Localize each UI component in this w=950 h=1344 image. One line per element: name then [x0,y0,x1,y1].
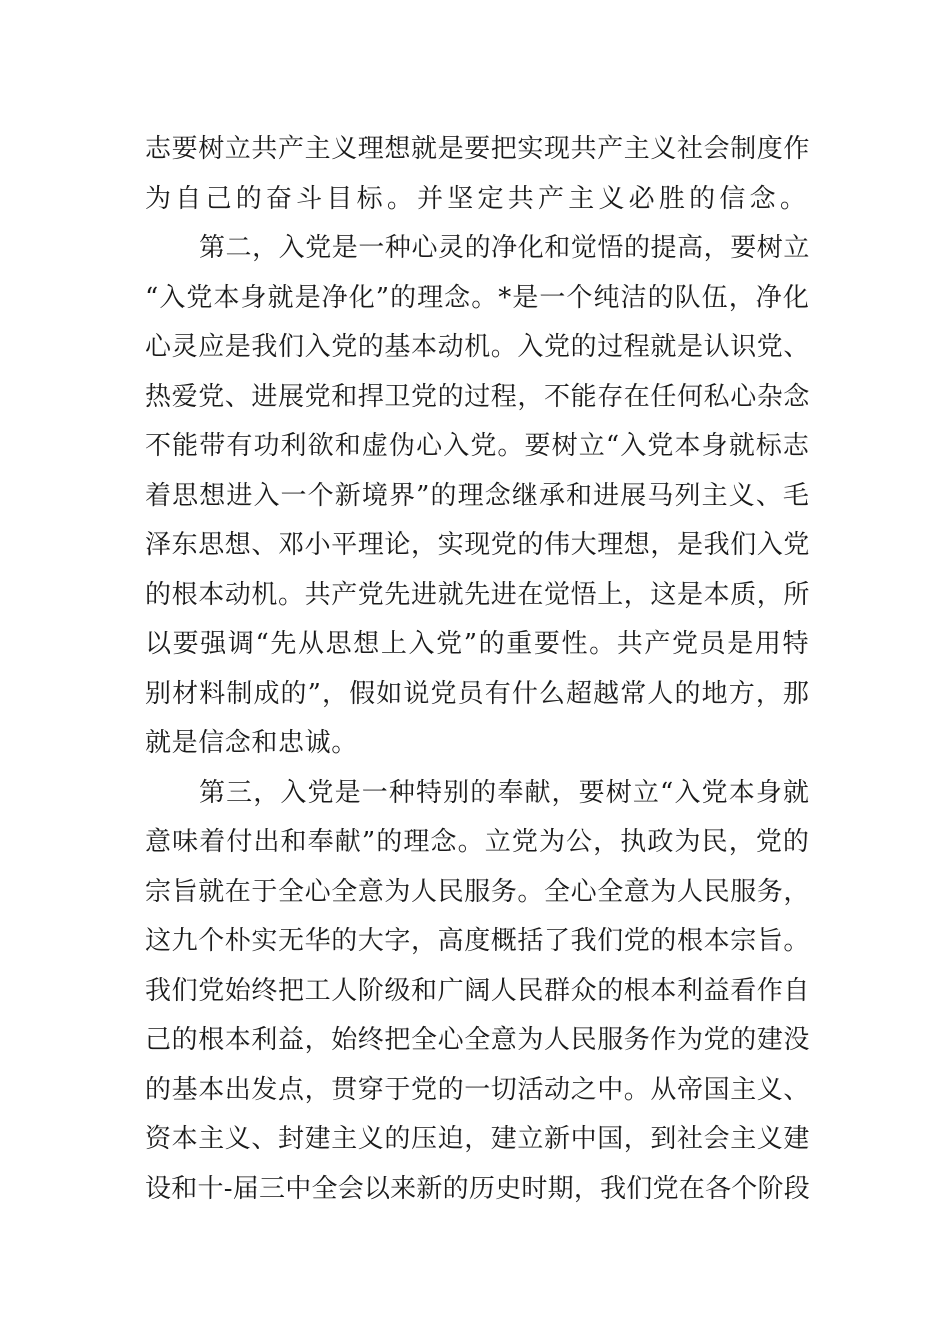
text-line: 意味着付出和奉献”的理念。立党为公，执政为民，党的 [145,827,810,857]
text-line: 己的根本利益，始终把全心全意为人民服务作为党的建没 [145,1025,810,1055]
text-line: 不能带有功利欲和虚伪心入党。要树立“入党本身就标志 [145,431,810,461]
text-line: 心灵应是我们入党的基本动机。入党的过程就是认识党、 [145,332,810,362]
text-line: 着思想进入一个新境界”的理念继承和进展马列主义、毛 [145,480,810,511]
text-line: 资本主义、封建主义的压迫，建立新中国，到社会主义建 [145,1124,810,1154]
text-line: 的基本出发点，贯穿于党的一切活动之中。从帝国主义、 [145,1074,810,1105]
text-line: 就是信念和忠诚。 [145,728,358,758]
text-line: 第二，入党是一种心灵的净化和觉悟的提高，要树立 [199,233,810,263]
document-body [145,125,810,1214]
text-line: 为自己的奋斗目标。并坚定共产主义必胜的信念。 [145,183,810,214]
text-line: 这九个朴实无华的大字，高度概括了我们党的根本宗旨。 [145,926,810,956]
text-line: 我们党始终把工人阶级和广阔人民群众的根本利益看作自 [145,975,810,1006]
text-line: “入党本身就是净化”的理念。*是一个纯洁的队伍，净化 [145,282,810,313]
text-line: 志要树立共产主义理想就是要把实现共产主义社会制度作 [145,134,810,164]
text-line: 别材料制成的”，假如说党员有什么超越常人的地方，那 [145,678,810,709]
text-line: 热爱党、进展党和捍卫党的过程，不能存在任何私心杂念 [145,381,810,412]
text-line: 第三，入党是一种特别的奉献，要树立“入党本身就 [199,777,810,808]
text-line: 泽东思想、邓小平理论，实现党的伟大理想，是我们入党 [145,530,810,560]
text-line: 设和十-届三中全会以来新的历史时期，我们党在各个阶段 [145,1173,810,1204]
text-line: 以要强调“先从思想上入党”的重要性。共产党员是用特 [145,629,810,659]
text-line: 宗旨就在于全心全意为人民服务。全心全意为人民服务， [145,876,810,907]
text-line: 的根本动机。共产党先进就先进在觉悟上，这是本质，所 [145,579,810,610]
